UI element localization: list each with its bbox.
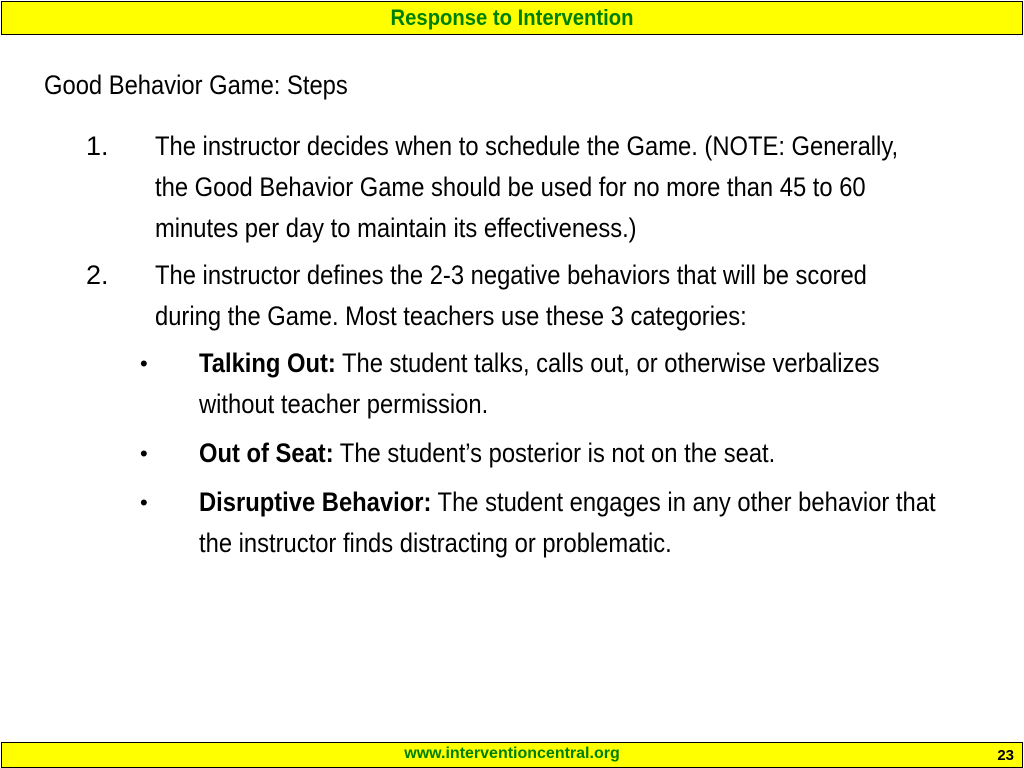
bullet-icon: •: [140, 441, 148, 466]
footer-url: www.interventioncentral.org: [404, 745, 620, 762]
category-item-talking-out: [0, 343, 1024, 425]
category-term: Disruptive Behavior:: [199, 487, 432, 517]
category-item-out-of-seat: [0, 433, 1024, 474]
step-item: [0, 126, 1024, 249]
header-title: Response to Intervention: [390, 5, 634, 30]
bullet-icon: •: [140, 490, 148, 515]
steps-list: [0, 126, 1024, 572]
step-number: 2.: [86, 260, 109, 290]
step-text: The instructor decides when to schedule the Game. (NOTE: Generally, the Good Behavior Game should be used for no more than 45 to 60 minutes per day to maintain its effectiveness.): [155, 131, 899, 243]
category-term: Talking Out:: [199, 348, 336, 378]
category-term: Out of Seat:: [199, 438, 334, 468]
slide-heading: Good Behavior Game: Steps: [44, 70, 348, 100]
category-text: [199, 343, 947, 425]
category-description: The student’s posterior is not on the seat.: [333, 438, 776, 468]
page-number: 23: [997, 747, 1014, 764]
footer-bar: [1, 742, 1023, 768]
header-bar: [1, 1, 1023, 35]
category-item-disruptive-behavior: [0, 482, 1024, 564]
category-text: [199, 482, 947, 564]
step-number: 1.: [86, 131, 109, 161]
category-description: The student talks, calls out, or otherwise verbalizes without teacher permission.: [199, 348, 880, 419]
step-item: [0, 255, 1024, 337]
category-text: [199, 433, 947, 474]
category-description: The student engages in any other behavior that the instructor finds distracting or problematic.: [199, 487, 936, 558]
behavior-categories-list: [0, 343, 1024, 564]
step-text: The instructor defines the 2-3 negative behaviors that will be scored during the Game. Most teachers use these 3 categories:: [155, 260, 867, 331]
bullet-icon: •: [140, 351, 148, 376]
